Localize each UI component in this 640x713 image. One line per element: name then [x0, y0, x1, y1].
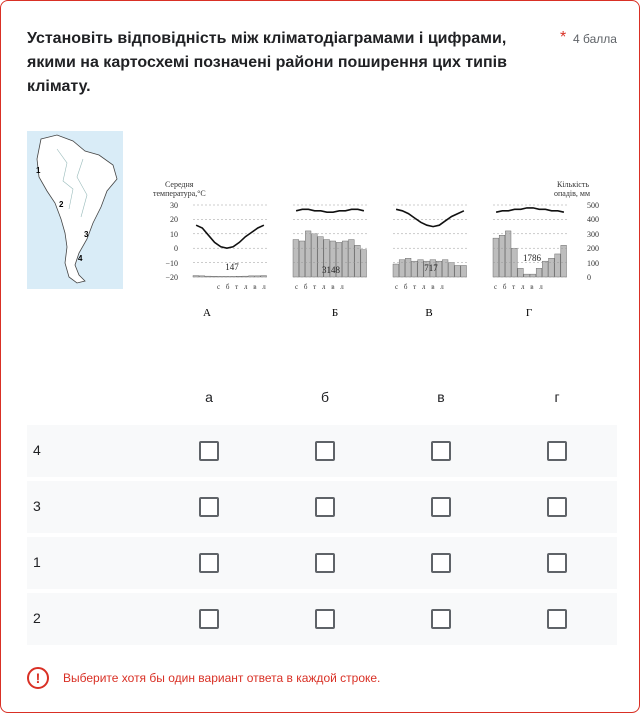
temp-tick: 10: [170, 230, 178, 239]
checkbox-row3-col-g[interactable]: [547, 497, 567, 517]
climate-figure: [27, 129, 607, 329]
diagram-label: А: [203, 307, 211, 319]
precip-bar: [412, 261, 418, 277]
south-america-map-image: [27, 131, 123, 289]
temp-tick: 20: [170, 215, 178, 224]
column-label-a: а: [205, 389, 213, 405]
precip-tick: 300: [587, 230, 599, 239]
precip-tick: 200: [587, 244, 599, 253]
checkbox-row1-col-a[interactable]: [199, 553, 219, 573]
map-marker: 4: [78, 254, 83, 263]
precip-tick: 500: [587, 201, 599, 210]
checkbox-row4-col-b[interactable]: [315, 441, 335, 461]
precip-bar: [542, 261, 548, 277]
precip-bar: [449, 263, 455, 277]
checkbox-row2-col-a[interactable]: [199, 609, 219, 629]
temperature-line: [296, 209, 364, 212]
grid-row: [27, 481, 617, 533]
checkbox-row4-col-v[interactable]: [431, 441, 451, 461]
precip-bar: [312, 234, 318, 277]
precip-tick: 400: [587, 215, 599, 224]
climate-diagram-a: [193, 205, 268, 319]
checkbox-row3-col-b[interactable]: [315, 497, 335, 517]
diagram-label: Г: [525, 307, 533, 319]
precip-bar: [524, 274, 530, 277]
month-labels: с б т л в л: [295, 283, 346, 291]
checkbox-row1-col-b[interactable]: [315, 553, 335, 573]
temp-tick: −10: [165, 259, 178, 268]
column-label-g: г: [554, 389, 560, 405]
precip-bar: [361, 250, 367, 277]
month-labels: с б т л в л: [494, 283, 545, 291]
precip-bar: [493, 238, 499, 277]
right-axis-title: Кількість: [557, 180, 590, 189]
left-axis-title: температура,°С: [153, 189, 206, 198]
diagram-total: 1786: [523, 253, 541, 263]
precip-bar: [349, 240, 355, 277]
precip-bar: [405, 258, 411, 277]
checkbox-row2-col-b[interactable]: [315, 609, 335, 629]
precip-bar: [518, 268, 524, 277]
checkbox-row3-col-a[interactable]: [199, 497, 219, 517]
row-label: 2: [33, 610, 41, 626]
error-message: Выберите хотя бы один вариант ответа в каждой строке.: [63, 671, 381, 685]
checkbox-row4-col-g[interactable]: [547, 441, 567, 461]
map-marker: 1: [36, 166, 41, 175]
checkbox-row2-col-v[interactable]: [431, 609, 451, 629]
grid-header: [27, 385, 617, 421]
column-label-b: б: [320, 389, 330, 405]
temperature-line: [496, 208, 564, 212]
temp-tick: 30: [170, 201, 178, 210]
checkbox-row1-col-v[interactable]: [431, 553, 451, 573]
month-labels: с б т л в л: [395, 283, 446, 291]
precip-bar: [499, 235, 505, 277]
precip-tick: 100: [587, 259, 599, 268]
precip-bar: [399, 260, 405, 277]
row-label: 4: [33, 442, 41, 458]
left-axis-title: Середня: [165, 180, 194, 189]
diagram-total: 717: [424, 263, 438, 273]
right-axis-title: опадів, мм: [554, 189, 591, 198]
temp-tick: 0: [174, 244, 178, 253]
diagram-label: В: [425, 307, 433, 319]
checkbox-row1-col-g[interactable]: [547, 553, 567, 573]
checkbox-row4-col-a[interactable]: [199, 441, 219, 461]
column-label-v: в: [437, 389, 445, 405]
precip-bar: [561, 245, 567, 277]
row-label: 3: [33, 498, 41, 514]
diagram-total: 3148: [322, 265, 340, 275]
error-icon: !: [27, 667, 49, 689]
grid-row: [27, 537, 617, 589]
precip-bar: [342, 241, 348, 277]
precip-tick: 0: [587, 273, 591, 282]
climate-diagram-g: [493, 205, 567, 319]
climate-diagram-v: [393, 205, 467, 319]
temperature-line: [396, 209, 464, 226]
map-marker: 2: [59, 200, 64, 209]
precip-bar: [530, 274, 536, 277]
diagram-label: Б: [331, 307, 339, 319]
precip-bar: [442, 260, 448, 277]
precip-bar: [305, 231, 311, 277]
diagram-total: 147: [225, 262, 239, 272]
temp-tick: −20: [165, 273, 178, 282]
precip-bar: [461, 265, 467, 277]
precip-bar: [355, 245, 361, 277]
precip-bar: [549, 258, 555, 277]
precip-bar: [418, 260, 424, 277]
grid-row: [27, 593, 617, 645]
map-marker: 3: [84, 230, 89, 239]
required-asterisk: *: [560, 29, 567, 46]
precip-bar: [299, 241, 305, 277]
precip-bar: [455, 265, 461, 277]
points-label: 4 балла: [573, 32, 617, 46]
checkbox-row2-col-g[interactable]: [547, 609, 567, 629]
answer-grid: [27, 385, 617, 645]
grid-row: [27, 425, 617, 477]
checkbox-row3-col-v[interactable]: [431, 497, 451, 517]
precip-bar: [393, 264, 399, 277]
precip-bar: [555, 254, 561, 277]
temperature-line: [196, 225, 264, 248]
question-title: Установіть відповідність між кліматодіаграмами і цифрами, якими на картосхемі позначені райони поширення цих типів клімату.: [27, 30, 507, 95]
precip-bar: [293, 240, 299, 277]
month-labels: с б т л в л: [217, 283, 268, 291]
precip-bar: [505, 231, 511, 277]
precip-bar: [536, 268, 542, 277]
climate-diagram-b: [293, 205, 367, 319]
row-label: 1: [33, 554, 41, 570]
